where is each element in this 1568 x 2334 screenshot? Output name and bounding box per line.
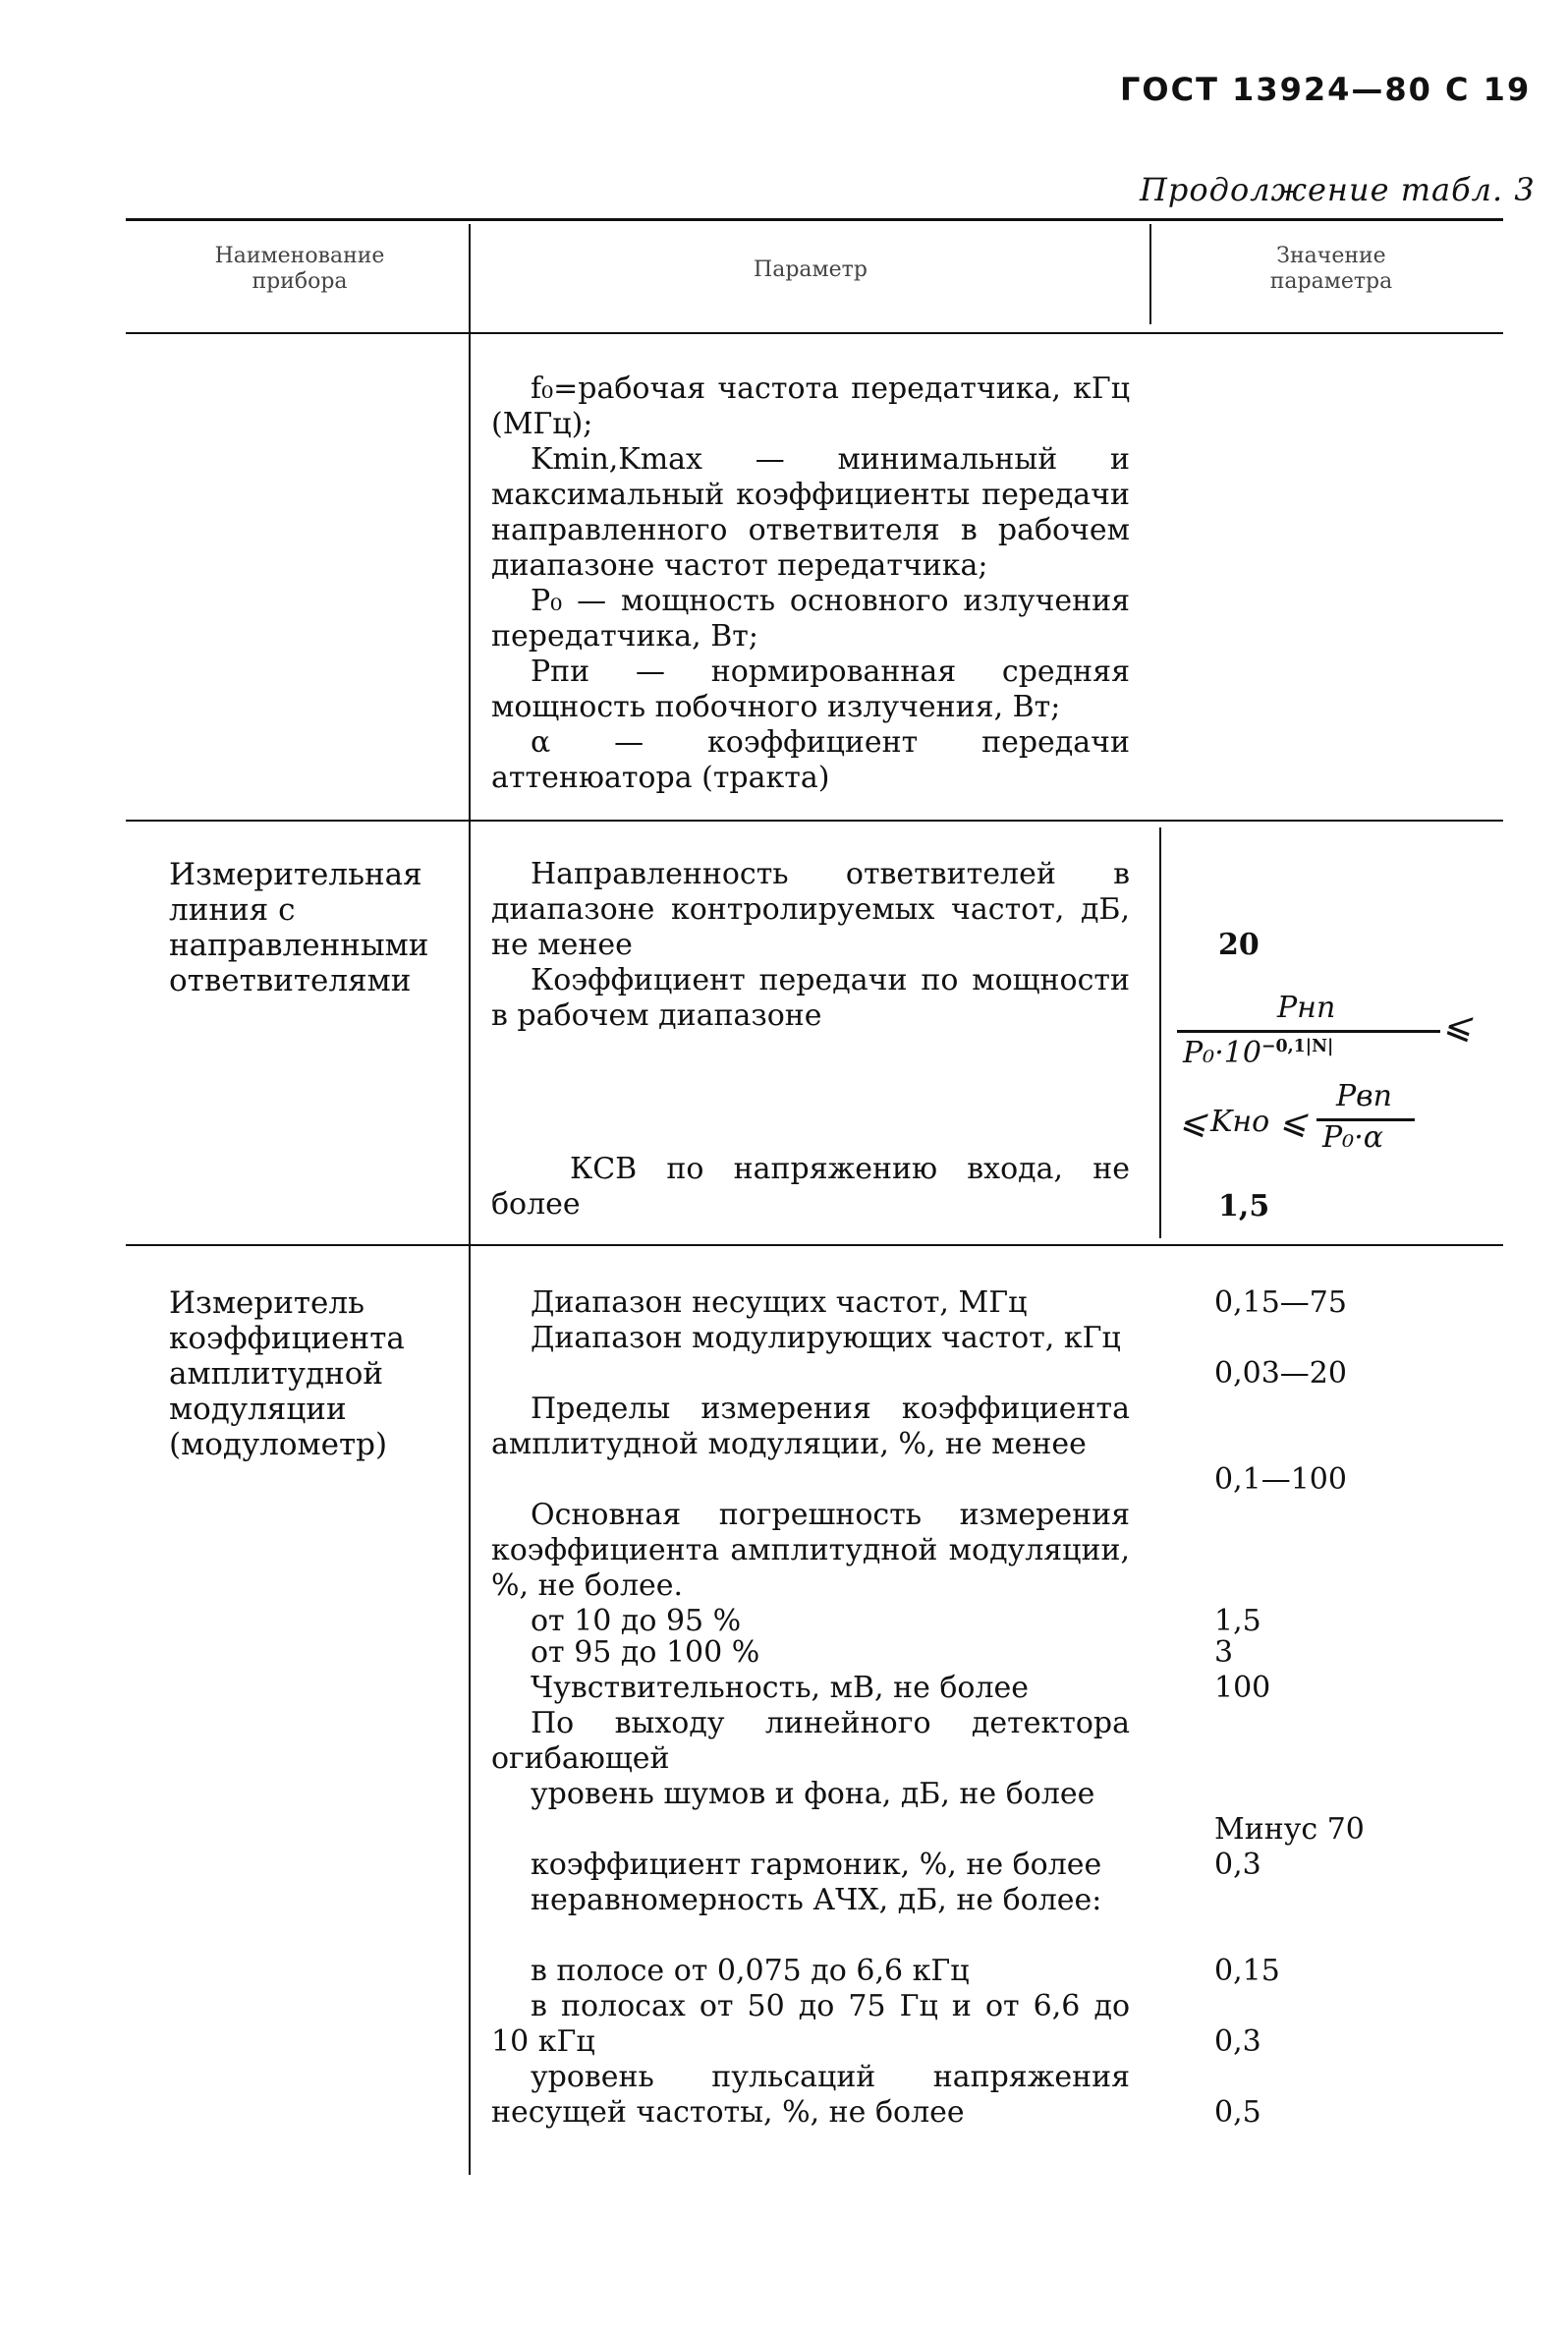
row1-col-divider-2	[1159, 827, 1161, 1238]
param-carrier-range: Диапазон несущих частот, МГц	[531, 1285, 1028, 1320]
value-range-10-95: 1,5	[1214, 1604, 1261, 1638]
legend-f0: f₀=рабочая частота передатчика, кГц (МГц);	[491, 371, 1130, 441]
formula-den2: P₀·α	[1322, 1120, 1384, 1155]
formula-den1-base: P₀·10	[1183, 1036, 1261, 1070]
header-bottom-rule	[126, 332, 1503, 334]
row2-device-name: Измеритель коэффициента амплитудной модуляции (модулометр)	[169, 1285, 405, 1462]
value-mod-range: 0,03—20	[1214, 1356, 1347, 1391]
table-col-divider-2	[1149, 224, 1151, 324]
col-header-parameter-text: Параметр	[754, 257, 868, 282]
param-envelope-detector: По выходу линейного детектора огибающей	[491, 1706, 1130, 1776]
col-header-device-l1: Наименование	[214, 244, 385, 268]
value-carrier-range: 0,15—75	[1214, 1285, 1347, 1320]
row1-bottom-rule	[126, 1244, 1503, 1246]
param-bands-50-75: в полосах от 50 до 75 Гц и от 6,6 до 10 кГц	[491, 1989, 1130, 2059]
param-harmonics: коэффициент гармоник, %, не более	[531, 1848, 1102, 1882]
row0-legend	[491, 371, 1130, 796]
col-header-value-l2: параметра	[1269, 269, 1393, 294]
formula-den1	[1183, 1036, 1333, 1070]
row1-value-vswr: 1,5	[1218, 1189, 1270, 1224]
formula-num1: Pнп	[1277, 991, 1336, 1025]
table-continuation-label: Продолжение табл. 3	[1140, 171, 1536, 208]
value-sensitivity: 100	[1214, 1671, 1271, 1705]
param-range-10-95: от 10 до 95 %	[531, 1604, 742, 1638]
row1-value-directivity: 20	[1218, 928, 1260, 962]
param-transfer-coef-text: Коэффициент передачи по мощности в рабочем диапазоне	[491, 963, 1130, 1033]
legend-p0: P₀ — мощность основного излучения передатчика, Вт;	[491, 584, 1130, 654]
formula-rel-3: ⩽	[1279, 1103, 1308, 1142]
param-ripple: уровень пульсаций напряжения несущей частоты, %, не более	[491, 2060, 1130, 2130]
formula-rel-1: ⩽	[1442, 1006, 1473, 1047]
row1-param-vswr	[491, 1152, 1130, 1223]
param-sensitivity: Чувствительность, мВ, не более	[531, 1671, 1030, 1705]
param-mod-range: Диапазон модулирующих частот, кГц	[531, 1321, 1121, 1355]
page-header: ГОСТ 13924—80 С 19	[1120, 71, 1532, 108]
value-bands-50-75: 0,3	[1214, 2024, 1261, 2059]
value-meas-limits: 0,1—100	[1214, 1462, 1347, 1497]
formula-k: Kно	[1210, 1105, 1270, 1139]
legend-alpha: α — коэффициент передачи аттенюатора (тракта)	[491, 725, 1130, 795]
param-band-0075-66: в полосе от 0,075 до 6,6 кГц	[531, 1954, 970, 1988]
value-range-95-100: 3	[1214, 1635, 1234, 1670]
col-header-device-l2: прибора	[252, 269, 348, 294]
formula-rel-2: ⩽	[1179, 1103, 1207, 1142]
param-noise-level: уровень шумов и фона, дБ, не более	[531, 1777, 1095, 1811]
formula-fraction-bar-1	[1177, 1030, 1440, 1033]
param-vswr-text: КСВ по напряжению входа, не более	[491, 1152, 1130, 1222]
value-noise-level: Минус 70	[1214, 1812, 1365, 1847]
col-header-device	[157, 244, 442, 295]
legend-kmin-kmax: Kmin,Kmax — минимальный и максимальный коэффициенты передачи направленного ответвителя в рабочем диапазоне частот передатчика;	[491, 442, 1130, 583]
formula-den1-exp: −0,1|N|	[1260, 1037, 1334, 1056]
formula-num2: Pвп	[1336, 1079, 1392, 1113]
table-col-divider-1	[469, 224, 471, 2175]
col-header-value-l1: Значение	[1276, 244, 1386, 268]
row0-bottom-rule	[126, 820, 1503, 822]
param-basic-error: Основная погрешность измерения коэффициента амплитудной модуляции, %, не более.	[491, 1498, 1130, 1603]
value-harmonics: 0,3	[1214, 1848, 1261, 1882]
table-top-rule	[126, 218, 1503, 221]
value-band-0075-66: 0,15	[1214, 1954, 1280, 1988]
legend-ppi: Pпи — нормированная средняя мощность побочного излучения, Вт;	[491, 655, 1130, 724]
param-freq-response: неравномерность АЧХ, дБ, не более:	[531, 1883, 1102, 1917]
col-header-parameter	[491, 257, 1130, 283]
col-header-value	[1164, 244, 1498, 295]
param-meas-limits: Пределы измерения коэффициента амплитудной модуляции, %, не менее	[491, 1392, 1130, 1461]
row1-param-directivity	[491, 857, 1130, 1034]
value-ripple: 0,5	[1214, 2095, 1261, 2130]
param-range-95-100: от 95 до 100 %	[531, 1635, 760, 1670]
row1-device-name: Измерительная линия с направленными ответвителями	[169, 857, 429, 998]
param-directivity-text: Направленность ответвителей в диапазоне контролируемых частот, дБ, не менее	[491, 857, 1130, 962]
